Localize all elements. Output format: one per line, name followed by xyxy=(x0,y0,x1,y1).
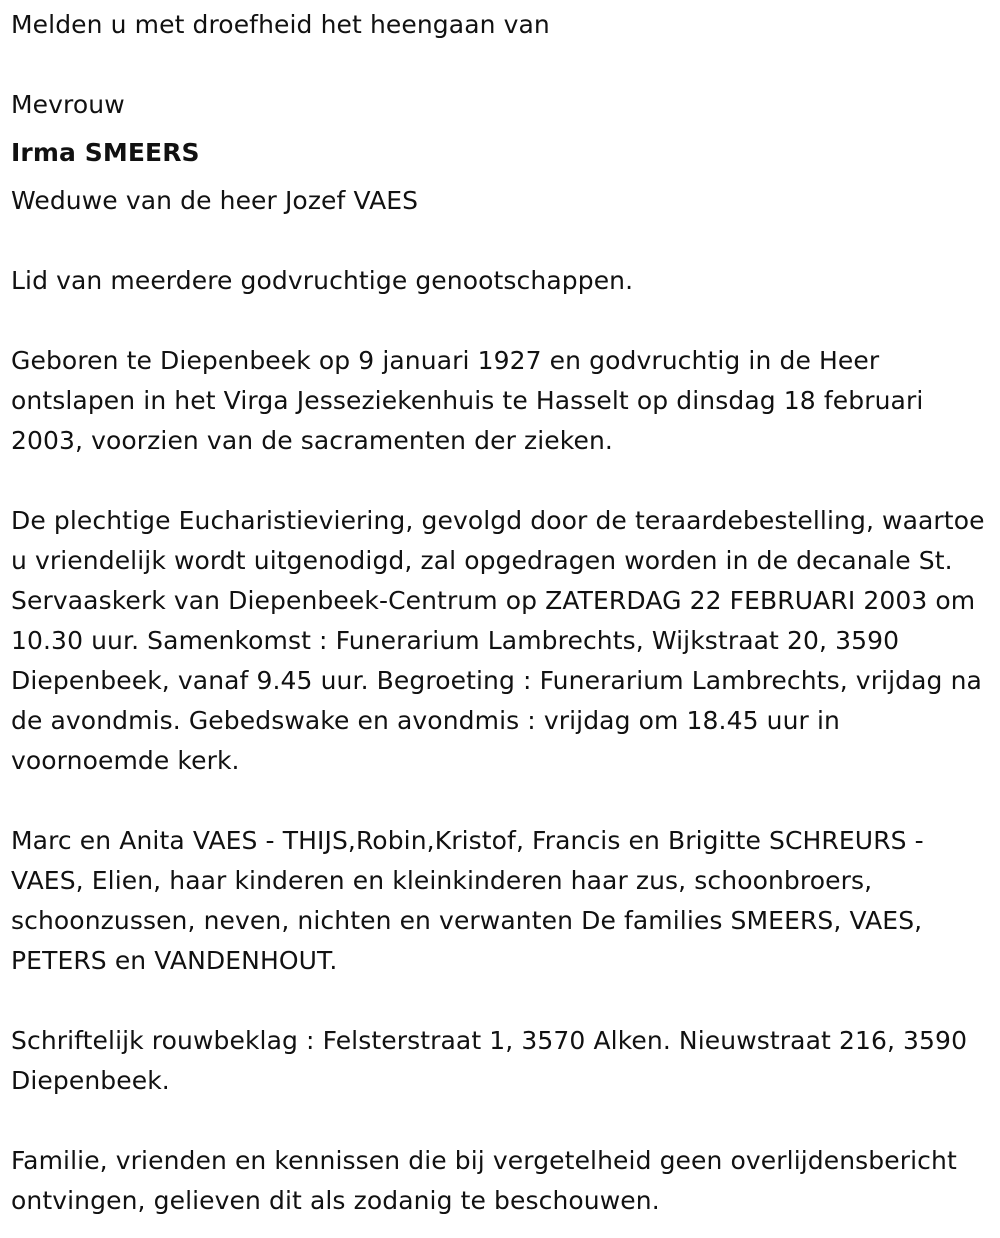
ceremony-paragraph: De plechtige Eucharistieviering, gevolgd door de teraardebestelling, waartoe u vriendelijk wordt uitgenodigd, zal opgedragen worden in de decanale St. Servaaskerk van Diepenbeek-Centrum op ZATERDAG 22 FEBRUARI 2003 om 10.30 uur. Samenkomst : Funerarium Lambrechts, Wijkstraat 20, 3590 Diepenbeek, vanaf 9.45 uur. Begroeting : Funerarium Lambrechts, vrijdag na de avondmis. Gebedswake en avondmis : vrijdag om 18.45 uur in voornoemde kerk. xyxy=(11,506,985,775)
spacer xyxy=(11,301,993,341)
membership-line: Lid van meerdere godvruchtige genootschappen. xyxy=(11,266,634,295)
condolences-paragraph: Schriftelijk rouwbeklag : Felsterstraat 1, 3570 Alken. Nieuwstraat 216, 3590 Diepenbeek. xyxy=(11,1026,968,1095)
birth-death-paragraph: Geboren te Diepenbeek op 9 januari 1927 en godvruchtig in de Heer ontslapen in het Virga Jesseziekenhuis te Hasselt op dinsdag 18 februari 2003, voorzien van de sacramenten der zieken. xyxy=(11,346,924,455)
family-paragraph: Marc en Anita VAES - THIJS,Robin,Kristof, Francis en Brigitte SCHREURS - VAES, Elien, haar kinderen en kleinkinderen haar zus, schoonbroers, schoonzussen, neven, nichten en verwanten De families SMEERS, VAES, PETERS en VANDENHOUT. xyxy=(11,826,924,975)
spacer xyxy=(11,221,993,261)
spacer xyxy=(11,781,993,821)
spacer xyxy=(11,461,993,501)
spacer xyxy=(11,45,993,85)
salutation: Mevrouw xyxy=(11,90,125,119)
deceased-name: Irma SMEERS xyxy=(11,138,200,167)
intro-text: Melden u met droefheid het heengaan van xyxy=(11,10,550,39)
spacer xyxy=(11,1101,993,1141)
widow-line: Weduwe van de heer Jozef VAES xyxy=(11,186,419,215)
closing-paragraph: Familie, vrienden en kennissen die bij vergetelheid geen overlijdensbericht ontvingen, gelieven dit als zodanig te beschouwen. xyxy=(11,1146,957,1215)
obituary-document xyxy=(11,0,993,1221)
spacer xyxy=(11,981,993,1021)
